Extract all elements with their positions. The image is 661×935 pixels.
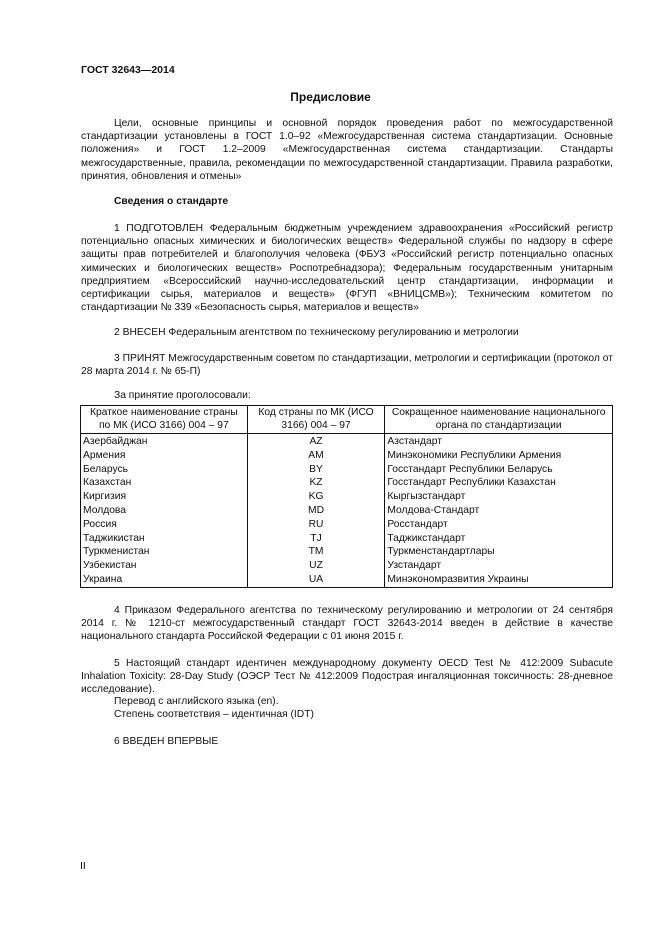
cell-country: Таджикистан xyxy=(81,532,248,546)
table-row xyxy=(81,518,613,532)
cell-body: Госстандарт Республики Беларусь xyxy=(385,463,613,477)
cell-country: Туркменистан xyxy=(81,545,248,559)
cell-body: Минэкономразвития Украины xyxy=(385,573,613,587)
table-row xyxy=(81,490,613,504)
item-2-paragraph: 2 ВНЕСЕН Федеральным агентством по техническому регулированию и метрологии xyxy=(114,327,519,338)
page-number: II xyxy=(80,860,86,872)
cell-body: Кыргызстандарт xyxy=(385,490,613,504)
cell-country: Узбекистан xyxy=(81,559,248,573)
voted-label: За принятие проголосовали: xyxy=(114,390,251,401)
table-row xyxy=(81,463,613,477)
cell-body: Росстандарт xyxy=(385,518,613,532)
degree-line: Степень соответствия – идентичная (IDT) xyxy=(114,709,314,720)
info-heading: Сведения о стандарте xyxy=(114,196,229,207)
document-header: ГОСТ 32643—2014 xyxy=(81,64,175,76)
cell-country: Киргизия xyxy=(81,490,248,504)
item-6-line: 6 ВВЕДЕН ВПЕРВЫЕ xyxy=(114,736,219,747)
table-row xyxy=(81,504,613,518)
cell-code: AZ xyxy=(247,434,385,449)
cell-country: Беларусь xyxy=(81,463,248,477)
cell-code: TM xyxy=(247,545,385,559)
cell-code: UA xyxy=(247,573,385,587)
table-row xyxy=(81,532,613,546)
table-row xyxy=(81,545,613,559)
page-title: Предисловие xyxy=(290,90,371,104)
cell-body: Азстандарт xyxy=(385,434,613,449)
cell-body: Молдова-Стандарт xyxy=(385,504,613,518)
cell-code: AM xyxy=(247,449,385,463)
cell-code: RU xyxy=(247,518,385,532)
table-row xyxy=(81,559,613,573)
cell-body: Туркменстандартлары xyxy=(385,545,613,559)
cell-country: Армения xyxy=(81,449,248,463)
item-4-paragraph: 4 Приказом Федерального агентства по техническому регулированию и метрологии от 24 сентября 2014 г. № 1210-ст межгосударственный стандарт ГОСТ 32643-2014 введен в действие в качестве национального стандарта Российской Федерации с 01 июня 2015 г. xyxy=(81,605,613,643)
item-5-paragraph: 5 Настоящий стандарт идентичен международному документу OECD Test № 412:2009 Subacute Inhalation Toxicity: 28-Day Study (ОЭСР Тест № 412:2009 Подострая ингаляционная токсичность: 28-дневное исследование). xyxy=(81,658,613,696)
table-row xyxy=(81,434,613,449)
table-row xyxy=(81,476,613,490)
cell-code: KG xyxy=(247,490,385,504)
cell-body: Минэкономики Республики Армения xyxy=(385,449,613,463)
cell-code: UZ xyxy=(247,559,385,573)
cell-country: Молдова xyxy=(81,504,248,518)
column-header-code: Код страны по МК (ИСО 3166) 004 – 97 xyxy=(247,406,385,434)
column-header-country: Краткое наименование страны по МК (ИСО 3166) 004 – 97 xyxy=(81,406,248,434)
cell-country: Россия xyxy=(81,518,248,532)
cell-country: Азербайджан xyxy=(81,434,248,449)
item-1-paragraph: 1 ПОДГОТОВЛЕН Федеральным бюджетным учреждением здравоохранения «Российский регистр потенциально опасных химических и биологических веществ» Федеральной службы по надзору в сфере защиты прав потребителей и благополучия человека (ФБУЗ «Российский регистр потенциально опасных химических и биологических веществ» Роспотребнадзора); Федеральным государственным унитарным предприятием «Всероссийский научно-исследовательский центр стандартизации, информации и сертификации сырья, материалов и веществ» (ФГУП «ВНИЦСМВ»); Техническим комитетом по стандартизации № 339 «Безопасность сырья, материалов и веществ» xyxy=(81,223,613,314)
cell-code: BY xyxy=(247,463,385,477)
table-header-row xyxy=(81,406,613,434)
cell-code: TJ xyxy=(247,532,385,546)
cell-body: Госстандарт Республики Казахстан xyxy=(385,476,613,490)
translation-line: Перевод с английского языка (en). xyxy=(114,696,279,707)
cell-country: Казахстан xyxy=(81,476,248,490)
cell-code: KZ xyxy=(247,476,385,490)
table-row xyxy=(81,449,613,463)
cell-code: MD xyxy=(247,504,385,518)
voting-table xyxy=(80,405,613,588)
intro-paragraph: Цели, основные принципы и основной порядок проведения работ по межгосударственной стандартизации установлены в ГОСТ 1.0–92 «Межгосударственная система стандартизации. Основные положения» и ГОСТ 1.2–2009 «Межгосударственная система стандартизации. Стандарты межгосударственные, правила, рекомендации по межгосударственной стандартизации. Правила разработки, принятия, обновления и отмены» xyxy=(81,118,613,182)
item-3-paragraph: 3 ПРИНЯТ Межгосударственным советом по стандартизации, метрологии и сертификации (протокол от 28 марта 2014 г. № 65-П) xyxy=(81,353,613,378)
cell-country: Украина xyxy=(81,573,248,587)
column-header-body: Сокращенное наименование национального органа по стандартизации xyxy=(385,406,613,434)
cell-body: Узстандарт xyxy=(385,559,613,573)
table-row xyxy=(81,573,613,587)
cell-body: Таджикстандарт xyxy=(385,532,613,546)
